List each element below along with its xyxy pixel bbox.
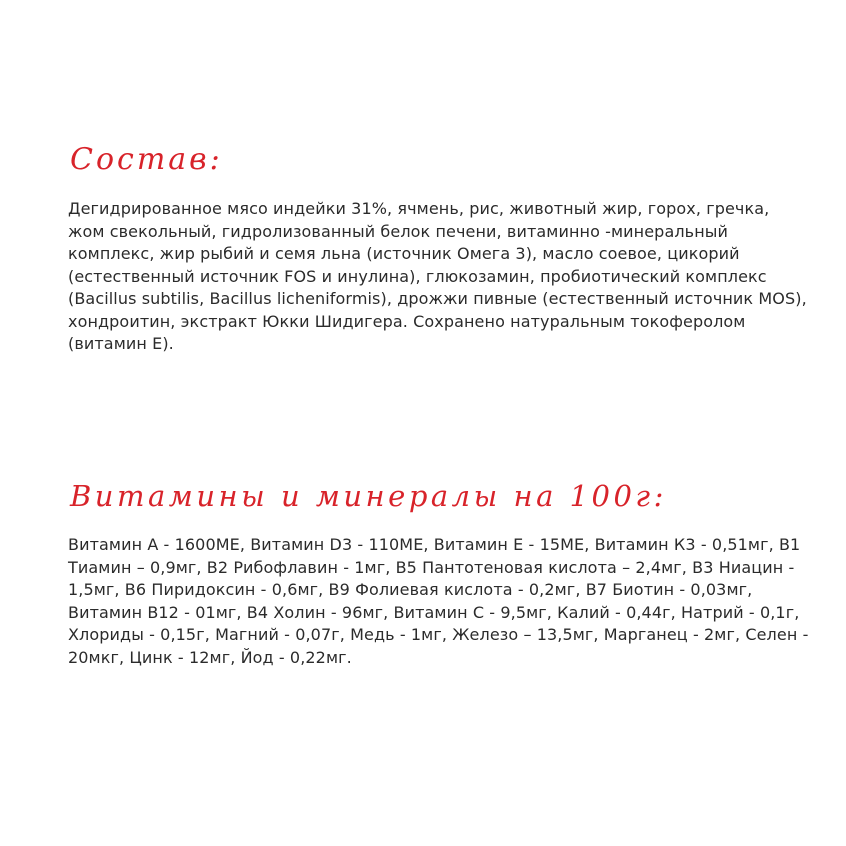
composition-heading: Состав: [70, 142, 223, 177]
composition-text: Дегидрированное мясо индейки 31%, ячмень, рис, животный жир, горох, гречка, жом свекольный, гидролизованный белок печени, витаминно -минеральный комплекс, жир рыбий и семя льна (источник Омега 3), масло соевое, цикорий (естественный источник FOS и инулина), глюкозамин, пробиотический комплекс (Bacillus subtilis, Bacillus licheniformis), дрожжи пивные (естественный источник MOS), хондроитин, экстракт Юкки Шидигера. Сохранено натуральным токоферолом (витамин Е). [68, 199, 807, 353]
vitamins-text: Витамин А - 1600МЕ, Витамин D3 - 110МЕ, Витамин Е - 15МЕ, Витамин К3 - 0,51мг, В1 Тиамин – 0,9мг, В2 Рибофлавин - 1мг, В5 Пантотеновая кислота – 2,4мг, В3 Ниацин - 1,5мг, В6 Пиридоксин - 0,6мг, В9 Фолиевая кислота - 0,2мг, В7 Биотин - 0,03мг, Витамин В12 - 01мг, В4 Холин - 96мг, Витамин С - 9,5мг, Калий - 0,44г, Натрий - 0,1г, Хлориды - 0,15г, Магний - 0,07г, Медь - 1мг, Железо – 13,5мг, Марганец - 2мг, Селен - 20мкг, Цинк - 12мг, Йод - 0,22мг. [68, 535, 809, 667]
vitamins-heading: Витамины и минералы на 100г: [70, 479, 667, 513]
